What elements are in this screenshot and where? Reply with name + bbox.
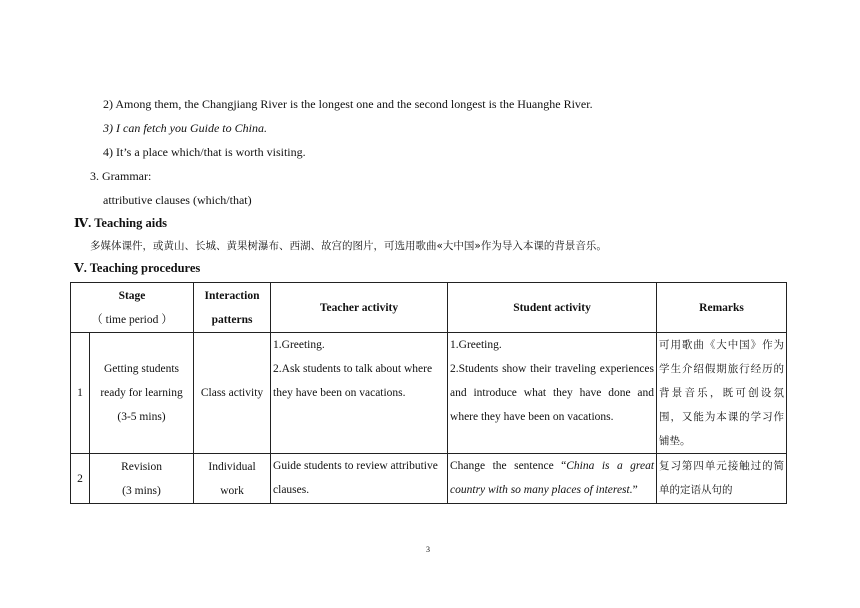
row-1-stage-line3: (3-5 mins) (117, 411, 166, 423)
row-1-stage-line1: Getting students (103, 363, 180, 375)
row-1-stage (90, 333, 194, 454)
grammar-label: 3. Grammar: (90, 169, 152, 183)
header-teacher-activity: Teacher activity (271, 283, 448, 333)
item-3-prefix: 3) I can fetch you (103, 121, 190, 135)
row-2-student-suffix: ” (632, 484, 638, 496)
row-2-stage-line2: (3 mins) (122, 484, 161, 497)
row-2-teacher-activity: Guide students to review attributive clauses. (271, 454, 448, 504)
row-1-number: 1 (71, 333, 90, 454)
header-interaction (194, 283, 271, 333)
row-1-student-line1: 1.Greeting. (450, 339, 502, 351)
teaching-procedures-table (70, 282, 787, 504)
item-3-book-title: Guide to China. (189, 121, 267, 135)
row-1-teacher-activity (271, 333, 448, 454)
row-2-interaction-line2: work (220, 484, 244, 497)
section-teaching-procedures-heading: Ⅴ. Teaching procedures (74, 261, 201, 275)
page-number: 3 (426, 545, 430, 554)
item-4-sentence: 4) It’s a place which/that is worth visiting. (103, 145, 306, 159)
header-stage (71, 283, 194, 333)
table-row (71, 333, 787, 454)
header-stage-sub: （ time period ） (91, 313, 173, 326)
row-2-interaction-line1: Individual (208, 460, 256, 473)
table-header-row (71, 283, 787, 333)
row-2-remarks: 复习第四单元接触过的简单的定语从句的 (657, 454, 787, 504)
row-2-interaction (194, 454, 271, 504)
header-student-activity: Student activity (448, 283, 657, 333)
header-interaction-line2: patterns (211, 313, 253, 326)
teaching-aids-body: 多媒体课件，或黄山、长城、黄果树瀑布、西湖、故宫的图片，可选用歌曲«大中国»作为导入本课的背景音乐。 (90, 240, 607, 252)
section-teaching-aids-heading: Ⅳ. Teaching aids (74, 216, 168, 230)
row-1-stage-line2: ready for learning (100, 387, 183, 399)
row-2-student-prefix: Change the sentence “ (450, 460, 567, 472)
row-1-student-activity (448, 333, 657, 454)
row-1-remarks: 可用歌曲《大中国》作为学生介绍假期旅行经历的背景音乐，既可创设氛围，又能为本课的学习作铺垫。 (657, 333, 787, 454)
row-1-teacher-line1: 1.Greeting. (273, 339, 325, 351)
row-2-stage-line1: Revision (121, 460, 162, 473)
item-3-sentence (103, 120, 267, 136)
header-stage-label: Stage (118, 289, 146, 302)
header-remarks: Remarks (657, 283, 787, 333)
grammar-detail: attributive clauses (which/that) (103, 193, 252, 207)
row-2-student-quoted-sentence: China is a great country with so many places of interest. (450, 460, 655, 496)
header-interaction-line1: Interaction (204, 289, 260, 302)
row-2-stage (90, 454, 194, 504)
row-2-number: 2 (71, 454, 90, 504)
row-1-teacher-line2: 2.Ask students to talk about where they have been on vacations. (273, 363, 433, 399)
row-1-student-line2: 2.Students show their traveling experiences and introduce what they have done and where they have been on vacations. (450, 363, 655, 423)
row-1-interaction: Class activity (194, 333, 271, 454)
row-2-student-activity (448, 454, 657, 504)
item-2-sentence: 2) Among them, the Changjiang River is the longest one and the second longest is the Huanghe River. (103, 97, 593, 111)
table-row (71, 454, 787, 504)
